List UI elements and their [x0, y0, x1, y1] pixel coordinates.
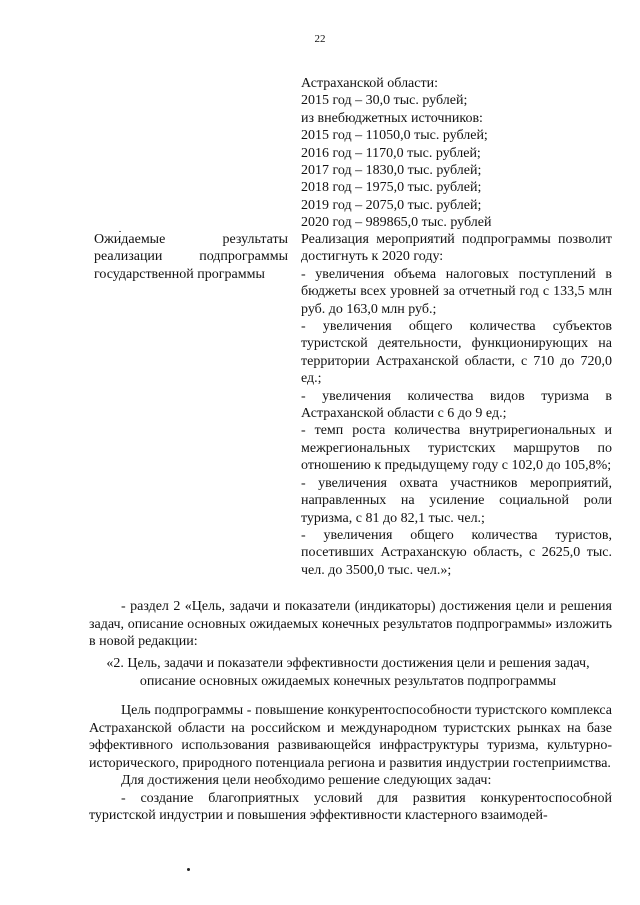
result-item: - увеличения объема налоговых поступлений в бюджеты всех уровней за отчетный год с 133,5 млн руб. до 163,0 млн руб.;: [301, 266, 612, 317]
tasks-intro: Для достижения цели необходимо решение следующих задач:: [121, 773, 492, 788]
funding-line: 2019 год – 2075,0 тыс. рублей;: [301, 197, 482, 213]
task-item: - создание благоприятных условий для развития конкурентоспособной туристской индустрии и повышения эффективности кластерного взаимодей-: [89, 790, 612, 823]
funding-line: 2015 год – 11050,0 тыс. рублей;: [301, 128, 488, 144]
amendment-block: [89, 598, 612, 651]
funding-line: 2020 год – 989865,0 тыс. рублей: [301, 215, 492, 231]
section-heading: «2. Цель, задачи и показатели эффективности достижения цели и решения задач, описание основных ожидаемых конечных результатов подпрограммы: [106, 656, 590, 689]
goal-paragraph: Цель подпрограммы - повышение конкурентоспособности туристского комплекса Астраханской области на российском и международном туристских рынках на базе эффективного использования развивающейся инфраструктуры туризма, культурно-исторического, природного потенциала региона и развития индустрии гостеприимства.: [89, 703, 612, 771]
result-item: - увеличения охвата участников мероприятий, направленных на усиление социальной роли туризма, с 81 до 82,1 тыс. чел.;: [301, 475, 612, 526]
expected-results: [301, 231, 612, 579]
section-heading-block: [103, 655, 593, 690]
scan-dot: [187, 868, 190, 871]
funding-line: 2018 год – 1975,0 тыс. рублей;: [301, 180, 482, 196]
funding-line: 2015 год – 30,0 тыс. рублей;: [301, 93, 468, 109]
results-intro: Реализация мероприятий подпрограммы позволит достигнуть к 2020 году:: [301, 232, 612, 265]
result-item: - увеличения общего количества субъектов туристской деятельности, функционирующих на территории Астраханской области, с 710 до 720,0 ед.;: [301, 319, 612, 387]
funding-sources: [301, 75, 612, 232]
result-item: - увеличения количества видов туризма в Астраханской области с 6 до 9 ед.;: [301, 388, 612, 422]
funding-line: 2016 год – 1170,0 тыс. рублей;: [301, 145, 481, 161]
funding-line: Астраханской области:: [301, 76, 438, 91]
result-item: - темп роста количества внутрирегиональных и межрегиональных туристских маршрутов по отношению к предыдущему году с 102,0 до 105,8%;: [301, 423, 612, 474]
amendment-paragraph: - раздел 2 «Цель, задачи и показатели (индикаторы) достижения цели и решения задач, описание основных ожидаемых конечных результатов подпрограммы» изложить в новой редакции:: [89, 599, 612, 649]
funding-line: из внебюджетных источников:: [301, 110, 483, 126]
expected-results-label: Ожидаемые результаты реализации подпрограммы государственной программы: [94, 232, 288, 282]
funding-line: 2017 год – 1830,0 тыс. рублей;: [301, 163, 482, 179]
result-item: - увеличения общего количества туристов, посетивших Астраханскую область, с 2625,0 тыс. чел. до 3500,0 тыс. чел.»;: [301, 527, 612, 578]
page-number: 22: [314, 33, 326, 45]
goal-block: [89, 702, 612, 825]
